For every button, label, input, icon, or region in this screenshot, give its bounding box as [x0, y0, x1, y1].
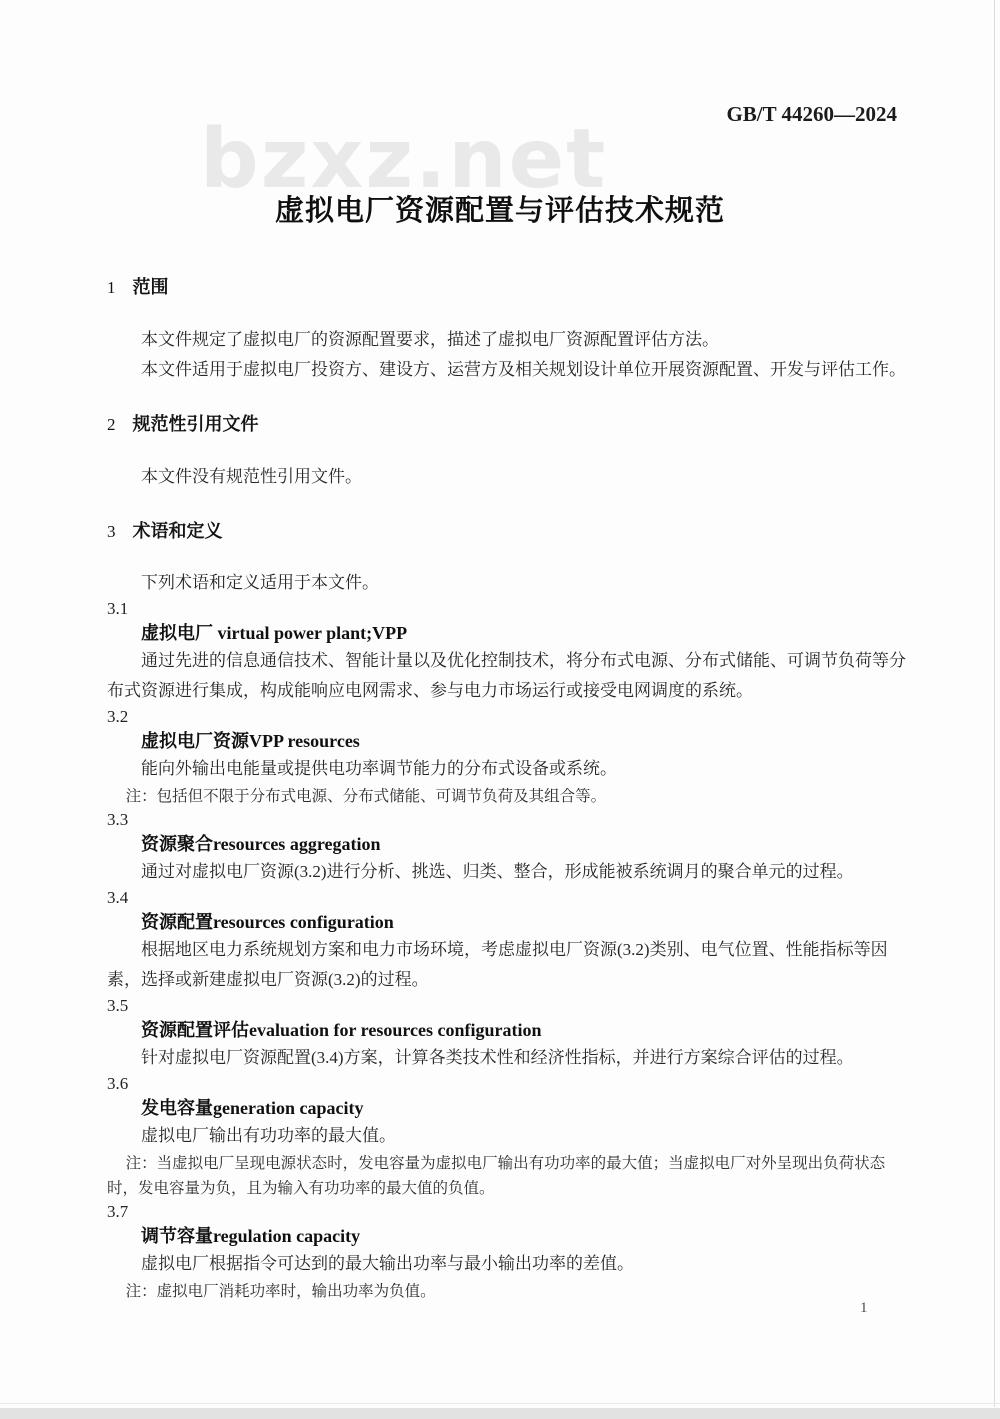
document-title: 虚拟电厂资源配置与评估技术规范 — [274, 195, 725, 227]
term-definition: 通过对虚拟电厂资源(3.2)进行分析、挑选、归类、整合，形成能被系统调月的聚合单元的过程。 — [141, 862, 854, 881]
section-heading — [107, 274, 913, 301]
terms-list — [107, 598, 913, 1304]
term-name-cn: 虚拟电厂资源 — [141, 731, 249, 751]
term-heading — [141, 728, 913, 754]
term-name-en: virtual power plant;VPP — [213, 623, 408, 643]
term-number: 3.4 — [107, 888, 129, 907]
section-title: 范围 — [132, 277, 169, 297]
term-number: 3.3 — [107, 810, 129, 829]
body-paragraph: 本文件适用于虚拟电厂投资方、建设方、运营方及相关规划设计单位开展资源配置、开发与评估工作。 — [141, 360, 906, 379]
term-name-cn: 调节容量 — [141, 1226, 213, 1246]
section-paragraphs — [107, 568, 913, 598]
term-number: 3.6 — [107, 1074, 129, 1093]
section-scope — [107, 274, 913, 385]
section-number: 2 — [107, 415, 116, 434]
term-entry — [107, 995, 913, 1073]
term-note: 注：包括但不限于分布式电源、分布式储能、可调节负荷及其组合等。 — [125, 788, 607, 805]
term-heading — [141, 831, 913, 857]
section-terms-definitions — [107, 518, 913, 1304]
term-name-en: resources aggregation — [213, 834, 381, 854]
term-entry — [107, 809, 913, 887]
scan-edge-strip — [0, 1408, 1000, 1419]
term-entry — [107, 1073, 913, 1201]
term-note: 注：虚拟电厂消耗功率时，输出功率为负值。 — [125, 1283, 436, 1300]
term-heading — [141, 1223, 913, 1249]
term-definition: 根据地区电力系统规划方案和电力市场环境，考虑虚拟电厂资源(3.2)类别、电气位置、性能指标等因素，选择或新建虚拟电厂资源(3.2)的过程。 — [107, 940, 888, 989]
term-definition: 能向外输出电能量或提供电功率调节能力的分布式设备或系统。 — [141, 759, 617, 778]
term-entry — [107, 887, 913, 995]
term-name-cn: 发电容量 — [141, 1098, 213, 1118]
term-name-en: resources configuration — [213, 912, 394, 932]
page-bottom-edge — [0, 1403, 1000, 1404]
body-paragraph: 下列术语和定义适用于本文件。 — [141, 573, 379, 592]
term-name-cn: 虚拟电厂 — [141, 623, 213, 643]
term-entry — [107, 1201, 913, 1304]
term-name-en: VPP resources — [249, 731, 360, 751]
term-definition: 虚拟电厂根据指令可达到的最大输出功率与最小输出功率的差值。 — [141, 1254, 634, 1273]
document-content — [107, 268, 913, 1304]
term-name-cn: 资源配置 — [141, 912, 213, 932]
page-number: 1 — [860, 1300, 868, 1316]
term-entry — [107, 598, 913, 706]
section-paragraphs — [107, 462, 913, 492]
term-note: 注：当虚拟电厂呈现电源状态时，发电容量为虚拟电厂输出有功功率的最大值；当虚拟电厂对外呈现出负荷状态时，发电容量为负，且为输入有功功率的最大值的负值。 — [107, 1155, 886, 1197]
section-normative-references — [107, 411, 913, 492]
term-definition: 虚拟电厂输出有功功率的最大值。 — [141, 1126, 396, 1145]
section-title: 规范性引用文件 — [132, 414, 259, 434]
section-heading — [107, 411, 913, 438]
term-definition: 通过先进的信息通信技术、智能计量以及优化控制技术，将分布式电源、分布式储能、可调节负荷等分布式资源进行集成，构成能响应电网需求、参与电力市场运行或接受电网调度的系统。 — [107, 651, 906, 700]
term-number: 3.1 — [107, 599, 129, 618]
term-name-en: evaluation for resources configuration — [249, 1020, 542, 1040]
standard-code: GB/T 44260—2024 — [726, 102, 897, 126]
term-heading — [141, 909, 913, 935]
page-right-edge — [994, 0, 995, 1407]
term-name-cn: 资源聚合 — [141, 834, 213, 854]
watermark: bzxz.net — [200, 112, 608, 207]
body-paragraph: 本文件没有规范性引用文件。 — [141, 467, 362, 486]
section-heading — [107, 518, 913, 545]
term-heading — [141, 1095, 913, 1121]
term-definition: 针对虚拟电厂资源配置(3.4)方案，计算各类技术性和经济性指标，并进行方案综合评估的过程。 — [141, 1048, 854, 1067]
term-name-cn: 资源配置评估 — [141, 1020, 249, 1040]
term-name-en: regulation capacity — [213, 1226, 361, 1246]
section-number: 1 — [107, 278, 116, 297]
term-entry — [107, 706, 913, 809]
term-number: 3.7 — [107, 1202, 129, 1221]
body-paragraph: 本文件规定了虚拟电厂的资源配置要求，描述了虚拟电厂资源配置评估方法。 — [141, 330, 719, 349]
term-heading — [141, 1017, 913, 1043]
term-name-en: generation capacity — [213, 1098, 364, 1118]
term-heading — [141, 620, 913, 646]
term-number: 3.5 — [107, 996, 129, 1015]
section-paragraphs — [107, 325, 913, 385]
section-number: 3 — [107, 522, 116, 541]
term-number: 3.2 — [107, 707, 129, 726]
section-title: 术语和定义 — [132, 521, 223, 541]
